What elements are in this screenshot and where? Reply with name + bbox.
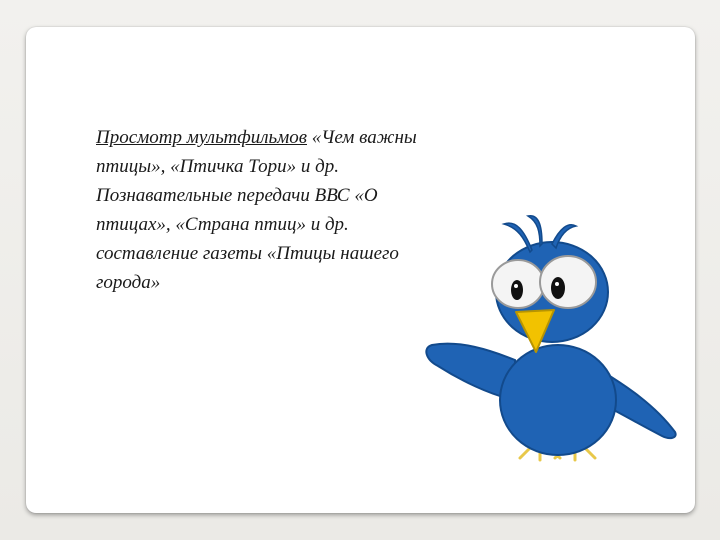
text-block	[96, 123, 426, 297]
bird-body	[500, 345, 616, 455]
cartoon-blue-bird-icon	[420, 210, 690, 470]
bird-right-eye	[540, 256, 596, 308]
newspaper-activity: составление газеты «Птицы нашего города»	[96, 243, 399, 293]
bbc-programs: Познавательные передачи ВВС «О птицах», «Страна птиц» и др.	[96, 185, 378, 235]
cartoons-heading: Просмотр мультфильмов	[96, 127, 307, 148]
cartoons-list: «Чем важны птицы», «Птичка Тори» и др.	[96, 127, 417, 177]
